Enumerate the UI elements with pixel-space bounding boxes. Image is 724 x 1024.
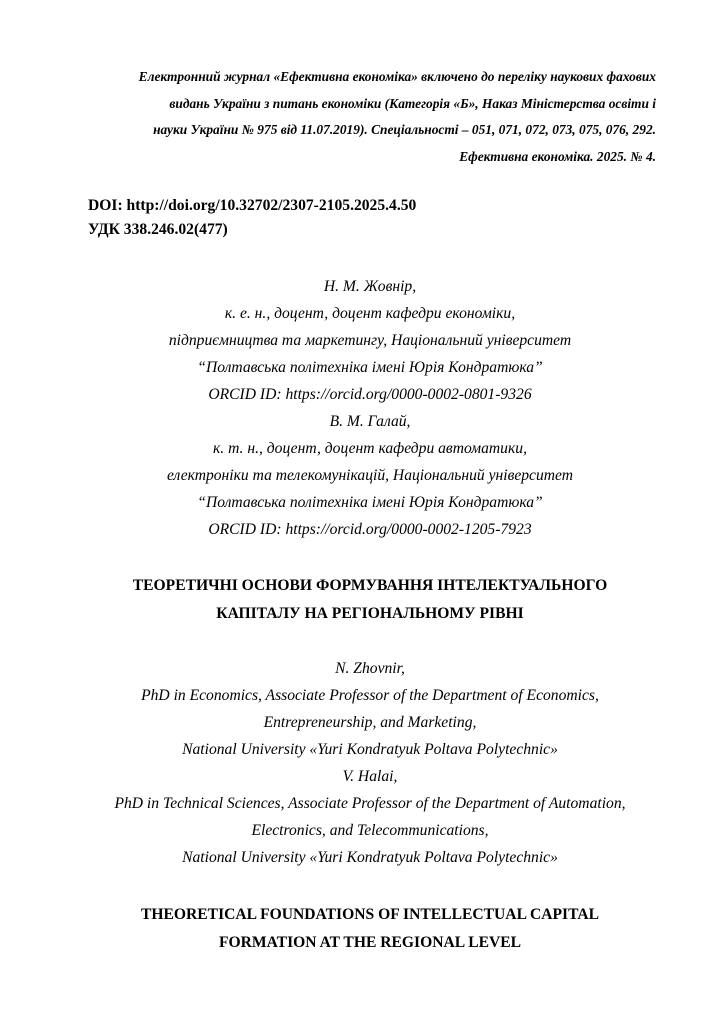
- journal-header-line: науки України № 975 від 11.07.2019). Спеціальності – 051, 071, 072, 073, 075, 076, 292.: [153, 122, 656, 137]
- journal-header: [80, 64, 656, 170]
- author-affiliation-line: National University «Yuri Kondratyuk Poltava Polytechnic»: [182, 741, 558, 758]
- article-title-ukrainian: [60, 572, 680, 628]
- article-identifiers: [88, 194, 416, 242]
- udc-line: УДК 338.246.02(477): [88, 221, 228, 238]
- author-affiliation-line: к. е. н., доцент, доцент кафедри економіки,: [224, 305, 516, 322]
- journal-header-line: видань України з питань економіки (Категорія «Б», Наказ Міністерства освіти і: [169, 95, 656, 111]
- author-affiliation-line: підприємництва та маркетингу, Національний університет: [168, 332, 572, 349]
- author-name: N. Zhovnir,: [335, 660, 405, 677]
- doi-line: DOI: http://doi.org/10.32702/2307-2105.2025.4.50: [88, 197, 417, 214]
- author-affiliation-line: електроніки та телекомунікацій, Національний університет: [166, 467, 574, 484]
- author-name: В. М. Галай,: [329, 413, 411, 430]
- title-line: КАПІТАЛУ НА РЕГІОНАЛЬНОМУ РІВНІ: [216, 605, 524, 622]
- author-affiliation-line: “Полтавська політехніка імені Юрія Кондратюка”: [197, 494, 543, 511]
- author-name: V. Halai,: [342, 768, 398, 785]
- author-orcid: ORCID ID: https://orcid.org/0000-0002-0801-9326: [208, 386, 532, 403]
- authors-english: [60, 655, 680, 871]
- title-line: ТЕОРЕТИЧНІ ОСНОВИ ФОРМУВАННЯ ІНТЕЛЕКТУАЛЬНОГО: [132, 577, 608, 594]
- author-affiliation-line: к. т. н., доцент, доцент кафедри автоматики,: [213, 440, 527, 457]
- author-affiliation-line: “Полтавська політехніка імені Юрія Кондратюка”: [197, 359, 543, 376]
- title-line: FORMATION AT THE REGIONAL LEVEL: [218, 934, 522, 951]
- author-affiliation-line: PhD in Technical Sciences, Associate Professor of the Department of Automation,: [114, 795, 626, 812]
- journal-header-line: Електронний журнал «Ефективна економіка» включено до переліку наукових фахових: [138, 69, 656, 84]
- title-line: THEORETICAL FOUNDATIONS OF INTELLECTUAL CAPITAL: [140, 906, 600, 923]
- author-affiliation-line: National University «Yuri Kondratyuk Poltava Polytechnic»: [182, 849, 558, 866]
- author-affiliation-line: Electronics, and Telecommunications,: [251, 822, 489, 839]
- authors-ukrainian: [60, 273, 680, 543]
- article-title-english: [60, 901, 680, 957]
- author-name: Н. М. Жовнір,: [323, 278, 417, 295]
- author-affiliation-line: PhD in Economics, Associate Professor of the Department of Economics,: [141, 687, 599, 704]
- author-orcid: ORCID ID: https://orcid.org/0000-0002-1205-7923: [208, 521, 532, 538]
- author-affiliation-line: Entrepreneurship, and Marketing,: [263, 714, 477, 731]
- journal-header-line: Ефективна економіка. 2025. № 4.: [459, 148, 656, 164]
